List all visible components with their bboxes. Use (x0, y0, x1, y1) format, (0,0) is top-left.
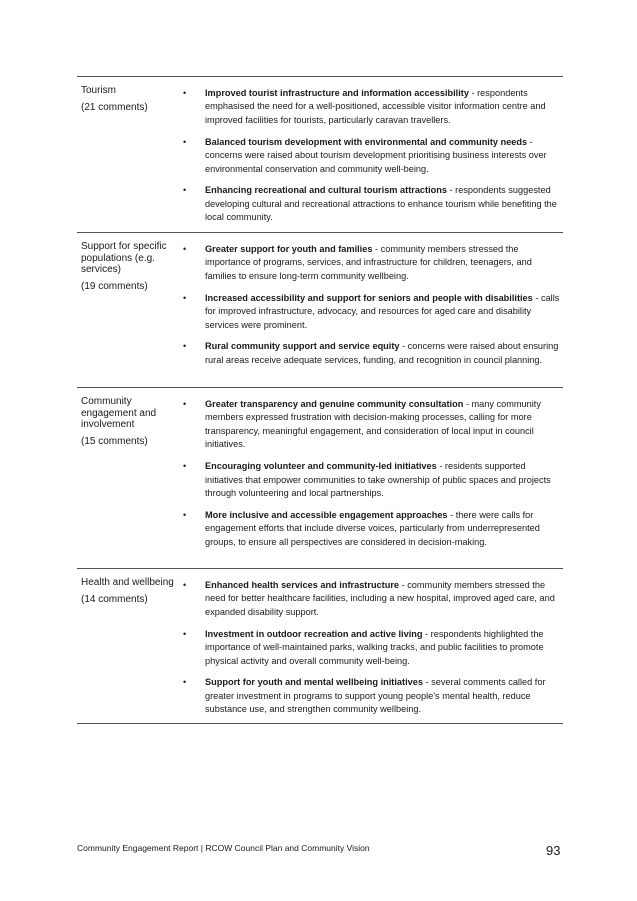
item-title: Support for youth and mental wellbeing initiatives (205, 677, 423, 688)
bullet-icon: • (183, 88, 187, 98)
item-title: Enhanced health services and infrastructure (205, 580, 400, 590)
item-text: - several comments called for greater investment in programs to support young people's mental health, reduce substance use, and strengthen community wellbeing. (205, 677, 546, 715)
list-item (175, 87, 563, 127)
table-row (77, 569, 563, 724)
item-title: Enhancing recreational and cultural tourism attractions (205, 185, 447, 196)
table-row (77, 388, 563, 569)
page-number: 93 (546, 843, 561, 858)
topic-name: Support for specific populations (e.g. services) (81, 241, 167, 275)
item-text: - many community members expressed frustration with decision-making processes, calling for more transparency, meaningful engagement, and consideration of local input in council initiatives. (205, 399, 541, 450)
theme-list (175, 77, 563, 232)
item-title: Improved tourist infrastructure and information accessibility (205, 88, 469, 98)
comment-count: (15 comments) (81, 435, 148, 447)
item-text: - there were calls for engagement efforts that include diverse voices, particularly from underrepresented groups, to ensure all perspectives are considered in decision-making. (205, 509, 540, 547)
table-row (77, 233, 563, 388)
topic-cell (77, 388, 175, 568)
item-text: - community members stressed the need for better healthcare facilities, including a new hospital, improved aged care, and expanded disability support. (205, 580, 555, 617)
item-title: More inclusive and accessible engagement approaches (205, 509, 448, 520)
comment-count: (14 comments) (81, 593, 148, 605)
topic-name: Health and wellbeing (81, 577, 174, 588)
item-text: - concerns were raised about tourism development prioritising business interests over environmental conservation and community well-being. (205, 136, 547, 174)
item-text: - residents supported initiatives that empower communities to take ownership of public spaces and projects through volunteering and local partnerships. (205, 461, 551, 498)
item-text: - calls for improved infrastructure, advocacy, and resources for aged care and disability services were prominent. (205, 292, 560, 330)
theme-list (175, 233, 563, 387)
bullet-icon: • (183, 461, 187, 472)
bullet-icon: • (183, 399, 187, 409)
themes-table (77, 76, 563, 724)
footer-text: Community Engagement Report | RCOW Council Plan and Community Vision (77, 843, 370, 853)
list-item (175, 243, 563, 283)
comment-count: (21 comments) (81, 101, 148, 113)
bullet-icon: • (183, 628, 187, 639)
item-title: Rural community support and service equity (205, 341, 400, 352)
bullet-icon: • (183, 677, 187, 688)
list-item (175, 184, 563, 224)
list-item (175, 628, 563, 668)
theme-list (175, 569, 563, 723)
list-item (175, 136, 563, 176)
item-title: Greater support for youth and families (205, 244, 373, 254)
item-text: - concerns were raised about ensuring rural areas receive adequate services, funding, and recognition in council planning. (205, 341, 559, 365)
topic-name: Community engagement and involvement (81, 396, 157, 430)
list-item (175, 509, 563, 549)
list-item (175, 676, 563, 716)
item-text: - respondents highlighted the importance of well-maintained parks, walking tracks, and public facilities to promote physical activity and overall community well-being. (205, 628, 544, 666)
list-item (175, 292, 563, 332)
list-item (175, 579, 563, 619)
topic-name: Tourism (81, 85, 117, 96)
list-item (175, 340, 563, 367)
table-row (77, 77, 563, 233)
topic-cell (77, 569, 175, 723)
topic-cell (77, 233, 175, 387)
item-title: Increased accessibility and support for seniors and people with disabilities (205, 292, 533, 303)
bullet-icon: • (183, 341, 187, 352)
item-title: Greater transparency and genuine community consultation (205, 399, 464, 409)
item-title: Encouraging volunteer and community-led initiatives (205, 461, 437, 472)
item-title: Investment in outdoor recreation and active living (205, 628, 423, 639)
bullet-icon: • (183, 509, 187, 520)
list-item (175, 460, 563, 500)
theme-list (175, 388, 563, 568)
item-text: - community members stressed the importance of programs, services, and infrastructure for children, teenagers, and families to ensure long-term community wellbeing. (205, 244, 532, 281)
bullet-icon: • (183, 185, 187, 196)
bullet-icon: • (183, 580, 187, 590)
bullet-icon: • (183, 136, 187, 147)
item-text: - respondents emphasised the need for a well-positioned, accessible visitor information centre and improved facilities for tourists, particularly caravan travellers. (205, 88, 546, 125)
topic-cell (77, 77, 175, 232)
bullet-icon: • (183, 244, 187, 254)
comment-count: (19 comments) (81, 280, 148, 292)
bullet-icon: • (183, 292, 187, 303)
item-text: - respondents suggested developing cultural and recreational attractions to enhance tourism while benefiting the local community. (205, 185, 557, 223)
item-title: Balanced tourism development with environmental and community needs (205, 136, 528, 147)
list-item (175, 398, 563, 452)
